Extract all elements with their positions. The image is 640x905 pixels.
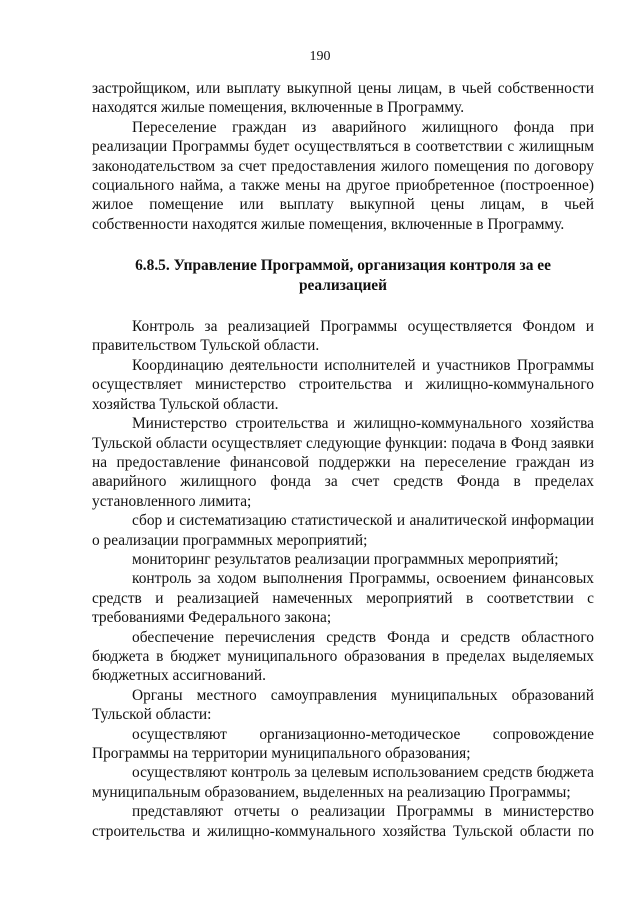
paragraph-5: Министерство строительства и жилищно-коммунального хозяйства Тульской области осуществляет следующие функции: подача в Фонд заявки на предоставление финансовой поддержки на переселение граждан из аварийного жилищного фонда за счет средств Фонда в пределах установленного лимита;	[92, 415, 594, 510]
paragraph-10: Органы местного самоуправления муниципальных образований Тульской области:	[92, 686, 594, 724]
document-body	[92, 79, 594, 841]
paragraph-8: контроль за ходом выполнения Программы, освоением финансовых средств и реализацией намеченных мероприятий в соответствии с требованиями Федерального закона;	[92, 570, 594, 627]
page-number: 190	[309, 49, 331, 64]
paragraph-3: Контроль за реализацией Программы осуществляется Фондом и правительством Тульской области.	[92, 318, 594, 355]
section-heading: 6.8.5. Управление Программой, организация контроля за ее реализацией	[135, 257, 551, 294]
paragraph-4: Координацию деятельности исполнителей и участников Программы осуществляет министерство строительства и жилищно-коммунального хозяйства Тульской области.	[92, 356, 594, 413]
paragraph-9: обеспечение перечисления средств Фонда и средств областного бюджета в бюджет муниципального образования в пределах выделяемых бюджетных ассигнований.	[92, 628, 594, 685]
paragraph-13: представляют отчеты о реализации Программы в министерство строительства и жилищно-коммунального хозяйства Тульской области по	[92, 803, 594, 840]
paragraph-1: застройщиком, или выплату выкупной цены лицам, в чьей собственности находятся жилые помещения, включенные в Программу.	[92, 80, 594, 117]
paragraph-11: осуществляют организационно-методическое сопровождение Программы на территории муниципального образования;	[92, 725, 594, 762]
paragraph-6: сбор и систематизацию статистической и аналитической информации о реализации программных мероприятий;	[92, 512, 594, 549]
paragraph-7: мониторинг результатов реализации программных мероприятий;	[132, 550, 559, 568]
paragraph-2: Переселение граждан из аварийного жилищного фонда при реализации Программы будет осуществляться в соответствии с жилищным законодательством за счет предоставления жилого помещения по договору социального найма, а также мены на другое приобретенное (построенное) жилое помещение или выплату выкупной цены лицам, в чьей собственности находятся жилые помещения, включенные в Программу.	[92, 118, 594, 233]
paragraph-12: осуществляют контроль за целевым использованием средств бюджета муниципальным образованием, выделенных на реализацию Программы;	[92, 764, 594, 801]
